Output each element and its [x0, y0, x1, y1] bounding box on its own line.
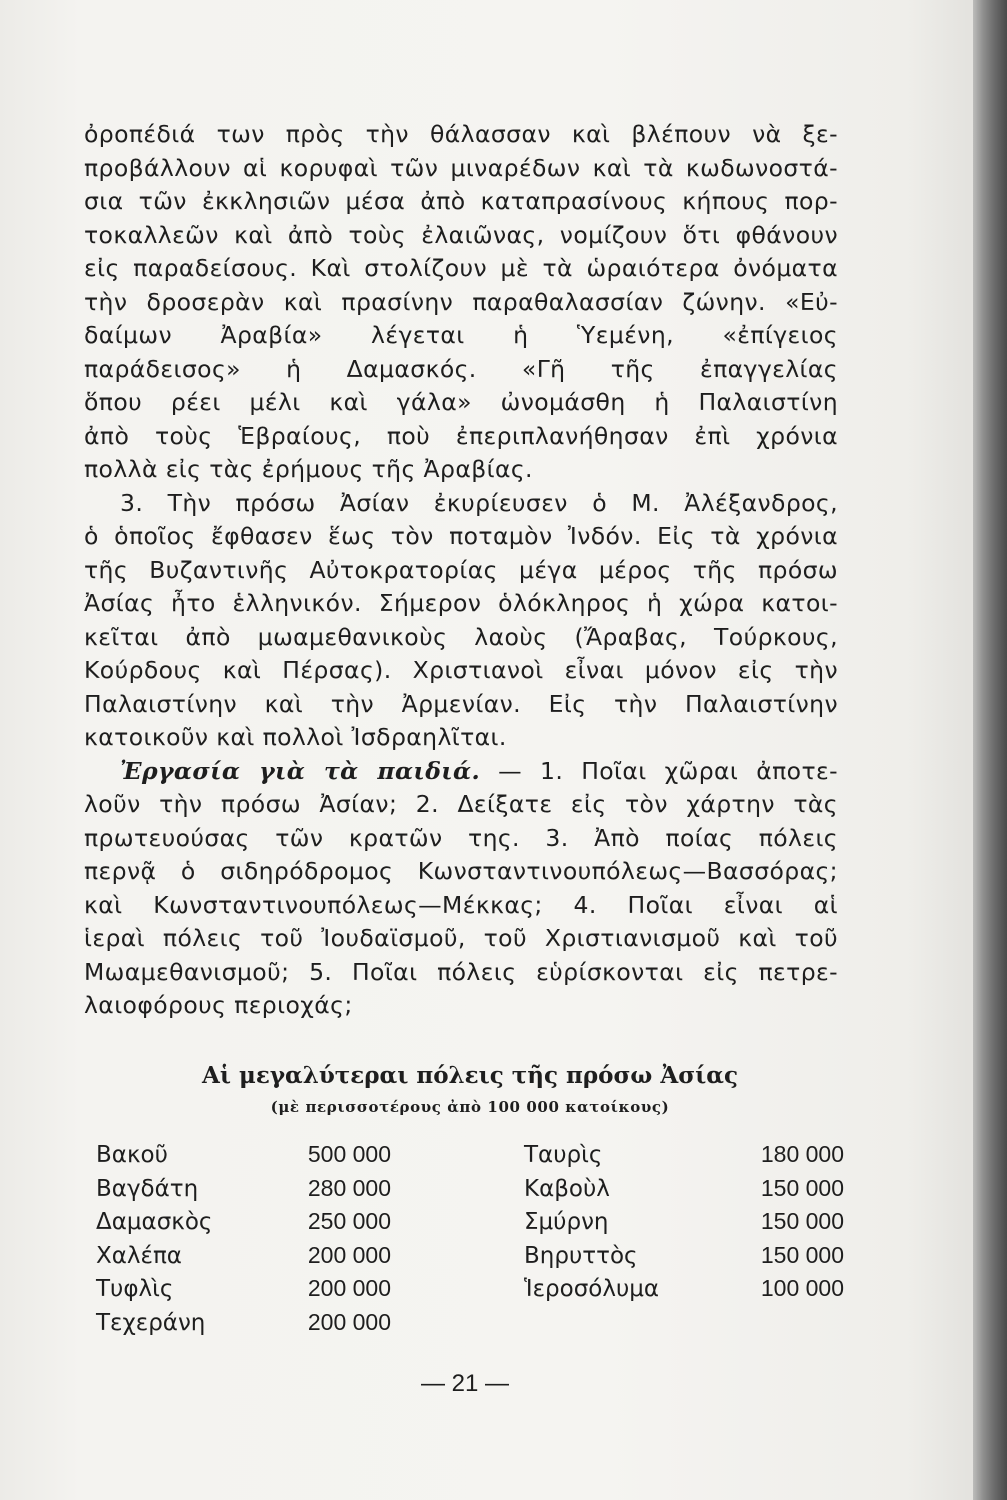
city-population: 150 000 [760, 1174, 844, 1201]
city-row [524, 1172, 844, 1206]
city-name: Σμύρνη [524, 1209, 609, 1235]
city-name: Βηρυττὸς [524, 1242, 638, 1269]
section-3-line: 3. Τὴν πρόσω Ἀσίαν ἐκυρίευσεν ὁ Μ. Ἀλέξανδρος, [120, 488, 838, 517]
exercise-line: καὶ Κωνσταντινουπόλεως—Μέκκας; 4. Ποῖαι εἶναι αἱ [84, 890, 838, 919]
section-3-line: ὁ ὁποῖος ἔφθασεν ἕως τὸν ποταμὸν Ἰνδόν. Εἰς τὰ χρόνια [84, 522, 838, 550]
city-name: Δαμασκὸς [96, 1209, 213, 1235]
cities-table-right-column [524, 1138, 844, 1306]
page-edge-shadow [973, 0, 1007, 1500]
city-row [96, 1205, 391, 1239]
text-line: δαίμων Ἀραβία» λέγεται ἡ Ὑεμένη, «ἐπίγειος [84, 321, 838, 349]
exercise-line: λαιοφόρους περιοχάς; [84, 991, 353, 1019]
exercise-line: ἱεραὶ πόλεις τοῦ Ἰουδαϊσμοῦ, τοῦ Χριστιανισμοῦ καὶ τοῦ [84, 924, 838, 952]
city-name: Χαλέπα [96, 1242, 182, 1269]
text-line: ἀπὸ τοὺς Ἑβραίους, ποὺ ἐπεριπλανήθησαν ἐπὶ χρόνια [84, 421, 838, 450]
city-name: Βακοῦ [96, 1142, 168, 1168]
city-name: Ἱεροσόλυμα [524, 1276, 660, 1302]
text-line: προβάλλουν αἱ κορυφαὶ τῶν μιναρέδων καὶ τὰ κωδωνοστά- [84, 153, 838, 182]
exercise-first-line [84, 755, 838, 789]
city-row [524, 1272, 844, 1306]
exercise-title: Ἐργασία γιὰ τὰ παιδιά. [120, 756, 481, 785]
text-line: τὴν δροσερὰν καὶ πρασίνην παραθαλασσίαν ζώνην. «Εὐ- [84, 287, 838, 316]
city-population: 200 000 [307, 1275, 391, 1301]
section-3-line: κεῖται ἀπὸ μωαμεθανικοὺς λαοὺς (Ἄραβας, Τούρκους, [84, 622, 838, 651]
city-population: 500 000 [307, 1141, 391, 1167]
city-name: Βαγδάτη [96, 1175, 199, 1202]
text-line: παράδεισος» ἡ Δαμασκός. «Γῆ τῆς ἐπαγγελίας [84, 354, 838, 383]
city-population: 200 000 [307, 1308, 391, 1335]
city-population: 150 000 [760, 1208, 844, 1234]
city-population: 250 000 [307, 1208, 391, 1234]
section-3-line: Ἀσίας ἦτο ἑλληνικόν. Σήμερον ὁλόκληρος ἡ χώρα κατοι- [84, 589, 838, 617]
city-population: 180 000 [760, 1141, 844, 1167]
city-population: 100 000 [760, 1275, 844, 1301]
page-number: — 21 — [420, 1370, 510, 1397]
city-row [524, 1205, 844, 1239]
city-name: Τυφλὶς [96, 1276, 174, 1302]
text-line: πολλὰ εἰς τὰς ἐρήμους τῆς Ἀραβίας. [84, 455, 533, 483]
city-row [96, 1272, 391, 1306]
text-line: εἰς παραδείσους. Καὶ στολίζουν μὲ τὰ ὡραιότερα ὀνόματα [84, 254, 838, 282]
text-line: ὅπου ρέει μέλι καὶ γάλα» ὠνομάσθη ἡ Παλαιστίνη [84, 388, 838, 416]
city-name: Καβοὺλ [524, 1175, 610, 1202]
cities-table-subtitle: (μὲ περισσοτέρους ἀπὸ 100 000 κατοίκους) [270, 1098, 670, 1116]
main-text [84, 118, 838, 1023]
cities-table-title: Αἱ μεγαλύτεραι πόλεις τῆς πρόσω Ἀσίας [202, 1062, 738, 1089]
city-row [96, 1239, 391, 1273]
text-line: τοκαλλεῶν καὶ ἀπὸ τοὺς ἐλαιῶνας, νομίζουν ὅτι φθάνουν [84, 220, 838, 249]
exercise-line: πρωτευούσας τῶν κρατῶν της. 3. Ἀπὸ ποίας πόλεις [84, 823, 838, 852]
section-3-line: Παλαιστίνην καὶ τὴν Ἀρμενίαν. Εἰς τὴν Παλαιστίνην [84, 689, 838, 718]
cities-table-left-column [96, 1138, 391, 1339]
exercise-line: λοῦν τὴν πρόσω Ἀσίαν; 2. Δείξατε εἰς τὸν χάρτην τὰς [84, 790, 838, 818]
city-row [524, 1138, 844, 1172]
city-row [524, 1239, 844, 1273]
city-row [96, 1306, 391, 1340]
exercise-question-1: — 1. Ποῖαι χῶραι ἀποτε- [480, 756, 838, 785]
city-row [96, 1138, 391, 1172]
section-3-line: τῆς Βυζαντινῆς Αὐτοκρατορίας μέγα μέρος τῆς πρόσω [84, 555, 838, 584]
city-population: 200 000 [307, 1241, 391, 1268]
exercise-line: περνᾷ ὁ σιδηρόδρομος Κωνσταντινουπόλεως—Βασσόρας; [84, 857, 838, 885]
exercise-line: Μωαμεθανισμοῦ; 5. Ποῖαι πόλεις εὑρίσκονται εἰς πετρε- [84, 957, 838, 986]
city-population: 150 000 [760, 1241, 844, 1268]
section-3-line: Κούρδους καὶ Πέρσας). Χριστιανοὶ εἶναι μόνον εἰς τὴν [84, 656, 838, 684]
city-name: Ταυρὶς [524, 1142, 603, 1168]
text-line: ὀροπέδιά των πρὸς τὴν θάλασσαν καὶ βλέπουν νὰ ξε- [84, 120, 838, 148]
section-3-line: κατοικοῦν καὶ πολλοὶ Ἰσδραηλῖται. [84, 723, 507, 751]
city-population: 280 000 [307, 1174, 391, 1201]
city-row [96, 1172, 391, 1206]
city-name: Τεχεράνη [96, 1309, 206, 1336]
text-line: σια τῶν ἐκκλησιῶν μέσα ἀπὸ καταπρασίνους κήπους πορ- [84, 187, 838, 215]
